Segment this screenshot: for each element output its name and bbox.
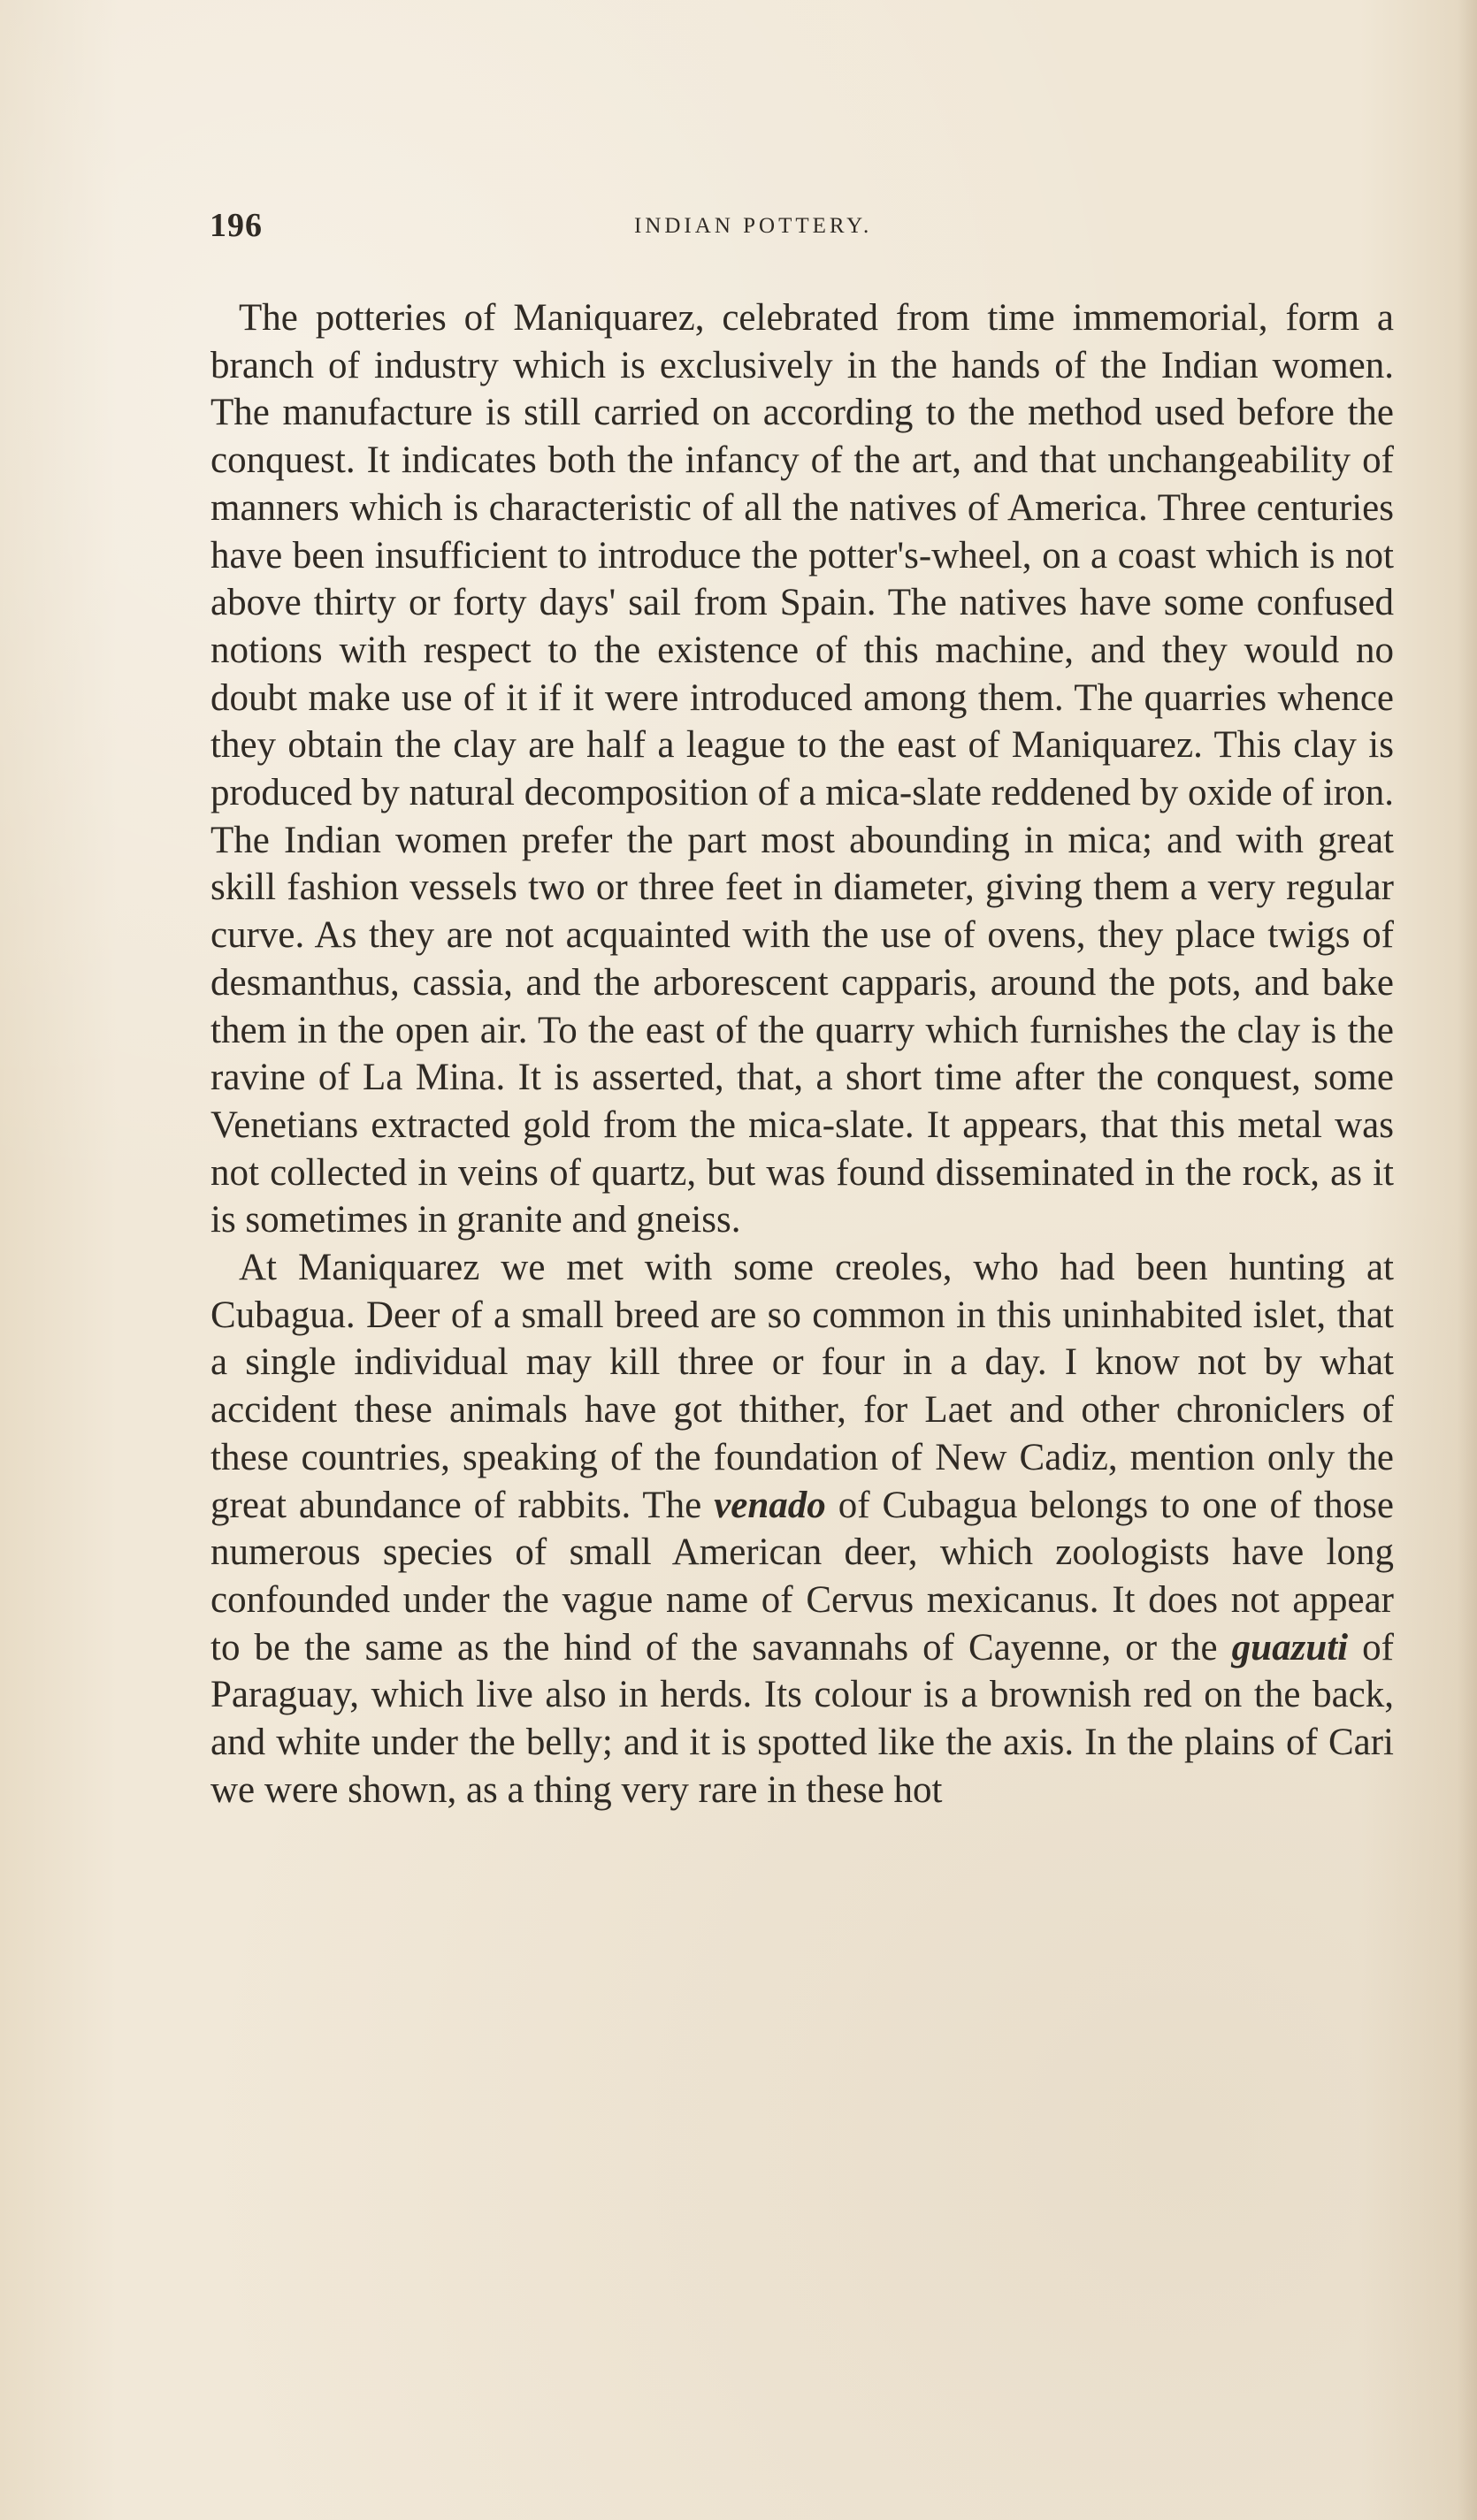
text-run: of Paraguay, which live also in herds. Its colour is a brownish red on the back, and white under the belly; and it is spotted like the axis. In the plains of Cari we were shown, as a thing very rare in these hot <box>210 1626 1394 1811</box>
text-run: At Maniquarez we met with some creoles, who had been hunting at Cubagua. Deer of a small breed are so common in this uninhabited islet, that a single individual may kill three or four in a day. I know not by what accident these animals have got thither, for Laet and other chroniclers of these countries, speaking of the foundation of New Cadiz, mention only the great abundance of rabbits. The <box>210 1247 1394 1526</box>
page-header <box>210 209 1395 262</box>
text-run: The potteries of Maniquarez, celebrated from time immemorial, form a branch of industry which is exclusively in the hands of the Indian women. The manufacture is still carried on according to the method used before the conquest. It indicates both the infancy of the art, and that unchangeability of manners which is characteristic of all the natives of America. Three centuries have been insufficient to introduce the potter's-wheel, on a coast which is not above thirty or forty days' sail from Spain. The natives have some confused notions with respect to the existence of this machine, and they would no doubt make use of it if it were introduced among them. The quarries whence they obtain the clay are half a league to the east of Maniquarez. This clay is produced by natural decomposition of a mica-slate reddened by oxide of iron. The Indian women prefer the part most abounding in mica; and with great skill fashion vessels two or three feet in diameter, giving them a very regular curve. As they are not acquainted with the use of ovens, they place twigs of desmanthus, cassia, and the arborescent capparis, around the pots, and bake them in the open air. To the east of the quarry which furnishes the clay is the ravine of La Mina. It is asserted, that, a short time after the conquest, some Venetians extracted gold from the mica-slate. It appears, that this metal was not collected in veins of quartz, but was found disseminated in the rock, as it is sometimes in granite and gneiss. <box>210 297 1394 1241</box>
text-run: of Cubagua belongs to one of those numerous species of small American deer, which zoologists have long confounded under the vague name of Cervus mexicanus. It does not appear to be the same as the hind of the savannahs of Cayenne, or the <box>210 1484 1394 1669</box>
italic-term-guazuti: guazuti <box>1231 1626 1349 1669</box>
italic-term-venado: venado <box>714 1484 826 1526</box>
page-body <box>210 294 1394 1814</box>
running-head: INDIAN POTTERY. <box>634 214 873 238</box>
page-number: 196 <box>210 207 263 244</box>
paragraph-1 <box>210 294 1394 1244</box>
paragraph-2 <box>210 1244 1394 1814</box>
